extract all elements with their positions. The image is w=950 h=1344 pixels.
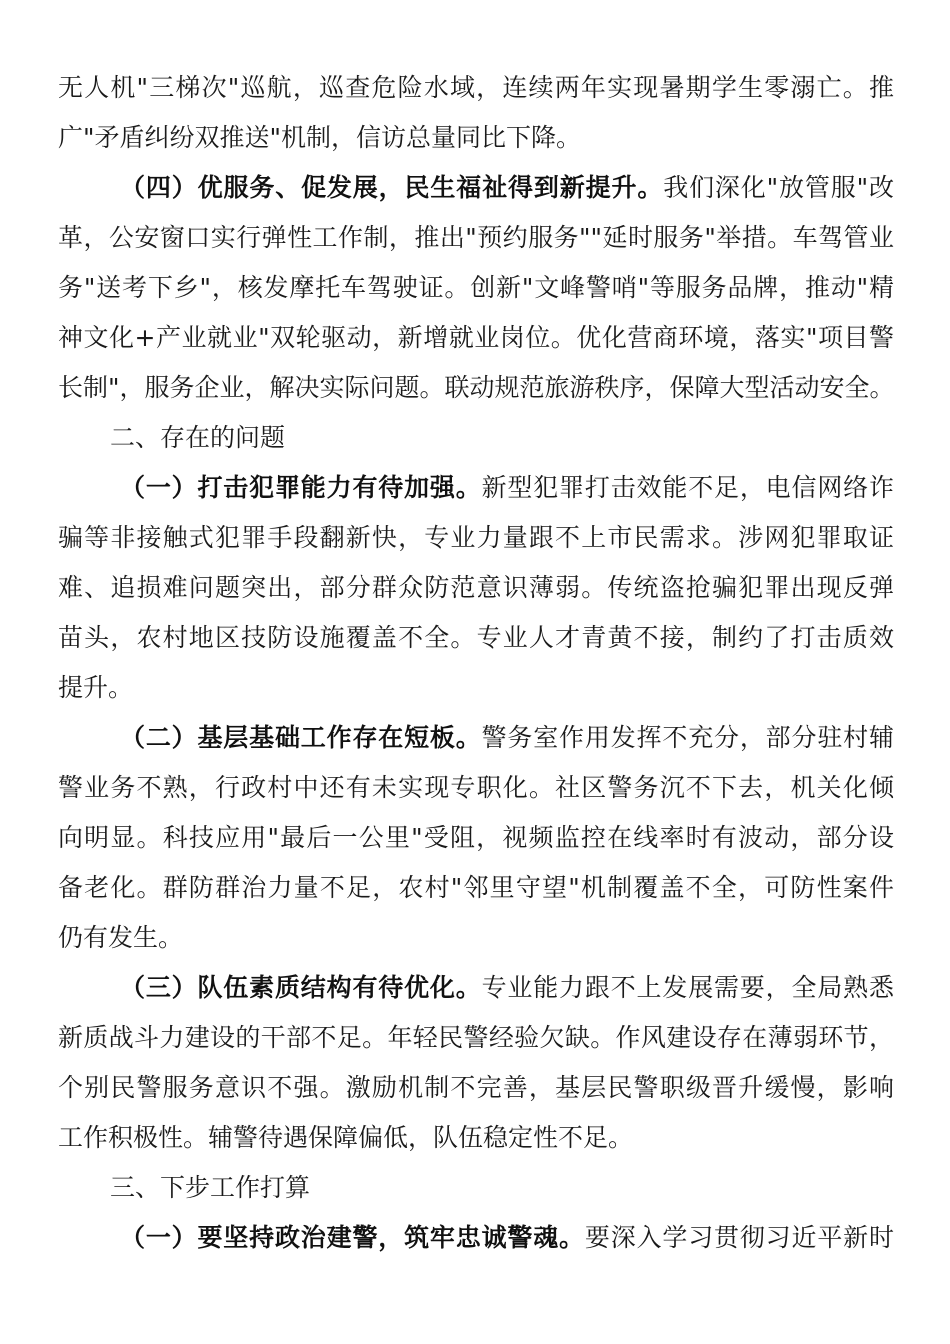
subsection-title: （一）打击犯罪能力有待加强。 [120,473,482,502]
paragraph-line: 骗等非接触式犯罪手段翻新快，专业力量跟不上市民需求。涉网犯罪取证 [58,523,894,552]
document-page [58,68,894,1268]
paragraph-line: 警业务不熟，行政村中还有未实现专职化。社区警务沉不下去，机关化倾 [58,773,894,802]
paragraph-line: 革，公安窗口实行弹性工作制，推出"预约服务""延时服务"举措。车驾管业 [58,223,894,252]
paragraph-line: 新质战斗力建设的干部不足。年轻民警经验欠缺。作风建设存在薄弱环节， [58,1023,894,1052]
paragraph-line: 长制"，服务企业，解决实际问题。联动规范旅游秩序，保障大型活动安全。 [58,373,895,402]
paragraph-line: 提升。 [58,673,134,702]
subsection-title: （二）基层基础工作存在短板。 [120,723,482,752]
subsection-title: （三）队伍素质结构有待优化。 [120,973,482,1002]
section-heading: 三、下步工作打算 [110,1173,311,1202]
section-heading-line: （二）基层基础工作存在短板。警务室作用发挥不充分，部分驻村辅 [120,723,894,752]
subsection-title: （四）优服务、促发展，民生福祉得到新提升。 [120,173,664,202]
paragraph-line: 广"矛盾纠纷双推送"机制，信访总量同比下降。 [58,123,581,152]
paragraph-line: 无人机"三梯次"巡航，巡查危险水域，连续两年实现暑期学生零溺亡。推 [58,73,894,102]
paragraph-line: 个别民警服务意识不强。激励机制不完善，基层民警职级晋升缓慢，影响 [58,1073,894,1102]
paragraph-line: 向明显。科技应用"最后一公里"受阻，视频监控在线率时有波动，部分设 [58,823,894,852]
paragraph-line: 务"送考下乡"，核发摩托车驾驶证。创新"文峰警哨"等服务品牌，推动"精 [58,273,894,302]
paragraph-line: 苗头，农村地区技防设施覆盖不全。专业人才青黄不接，制约了打击质效 [58,623,894,652]
section-heading: 二、存在的问题 [110,423,286,452]
section-heading-line: （三）队伍素质结构有待优化。专业能力跟不上发展需要，全局熟悉 [120,973,894,1002]
section-heading-line: （一）要坚持政治建警，筑牢忠诚警魂。要深入学习贯彻习近平新时 [120,1223,894,1252]
paragraph-line: 工作积极性。辅警待遇保障偏低，队伍稳定性不足。 [58,1123,634,1152]
paragraph-line: 备老化。群防群治力量不足，农村"邻里守望"机制覆盖不全，可防性案件 [58,873,894,902]
paragraph-line: 难、追损难问题突出，部分群众防范意识薄弱。传统盗抢骗犯罪出现反弹 [58,573,894,602]
paragraph-line: 仍有发生。 [58,923,184,952]
paragraph-line: 神文化+产业就业"双轮驱动，新增就业岗位。优化营商环境，落实"项目警 [58,323,894,352]
section-heading-line: （一）打击犯罪能力有待加强。新型犯罪打击效能不足，电信网络诈 [120,473,894,502]
section-heading-line: （四）优服务、促发展，民生福祉得到新提升。我们深化"放管服"改 [120,173,894,202]
subsection-title: （一）要坚持政治建警，筑牢忠诚警魂。 [120,1223,585,1252]
